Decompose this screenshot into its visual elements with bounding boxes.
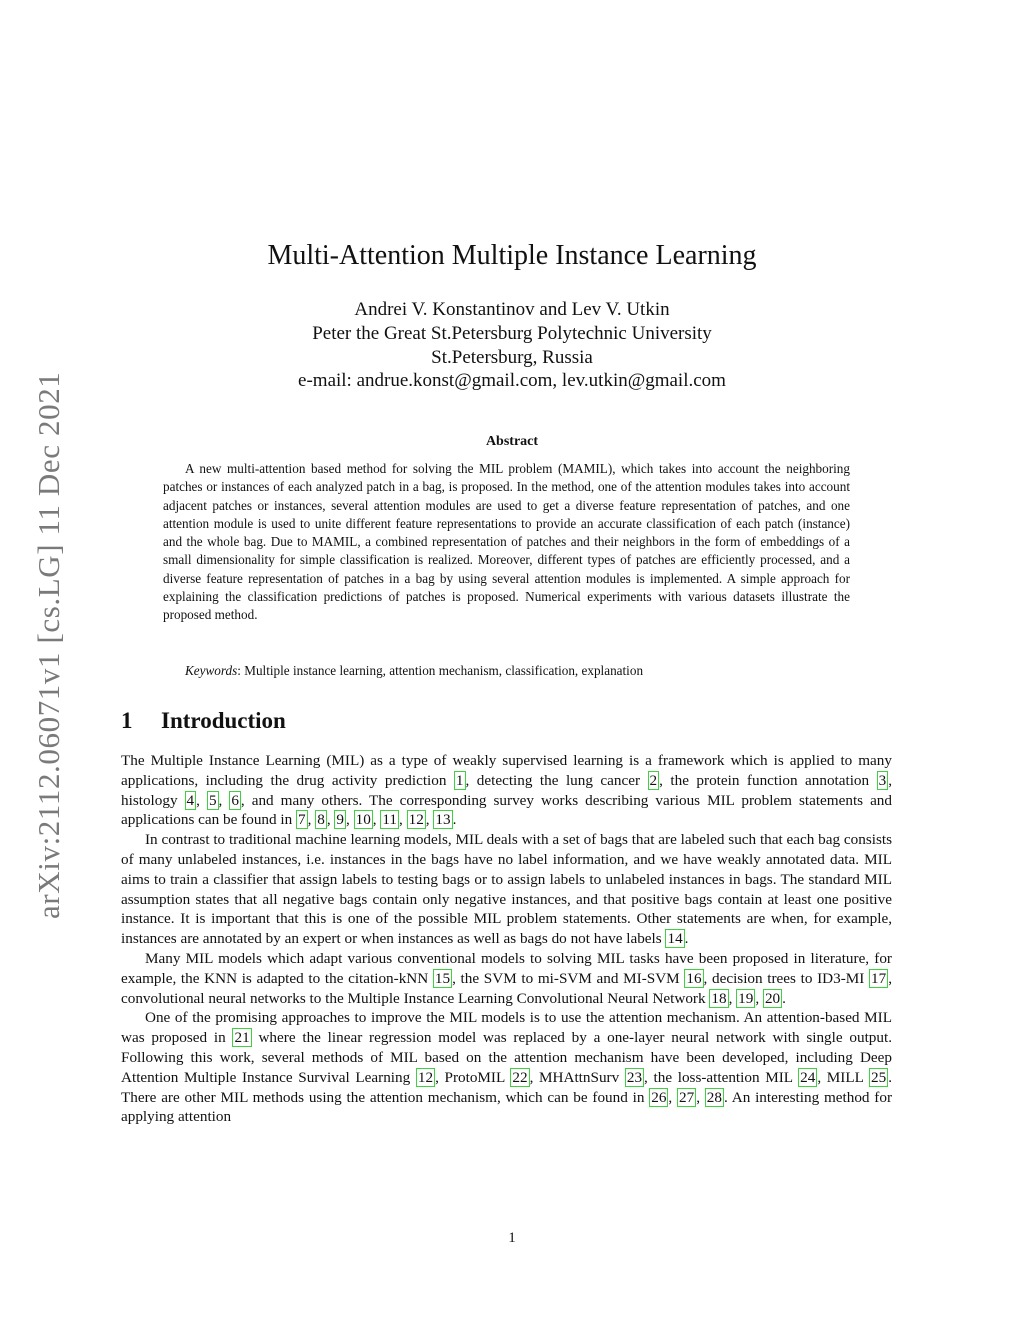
citation-link[interactable]: 19 <box>738 989 754 1007</box>
citation-link[interactable]: 27 <box>679 1088 695 1106</box>
text-run: Many MIL models which adapt various conventional models to solving MIL tasks have been proposed in literature, for example, the KNN is adapted to the citation-kNN <box>121 949 892 987</box>
text-run: , convolutional neural networks to the Multiple Instance Learning Convolutional Neural Network <box>121 969 892 1007</box>
citation-link[interactable]: 21 <box>234 1029 250 1047</box>
citation-link[interactable]: 14 <box>667 930 683 948</box>
citation-link[interactable]: 18 <box>711 989 727 1007</box>
text-run: , ProtoMIL <box>435 1068 511 1086</box>
citation-link[interactable]: 16 <box>686 969 702 987</box>
citation-link[interactable]: 5 <box>208 791 217 809</box>
citation-link[interactable]: 13 <box>435 811 451 829</box>
text-run: , MHAttnSurv <box>529 1068 625 1086</box>
body-paragraph <box>121 949 892 1008</box>
text-run: , <box>399 811 407 829</box>
text-run: , MILL <box>817 1068 870 1086</box>
text-run: , detecting the lung cancer <box>465 771 648 789</box>
section-number: 1 <box>121 708 133 733</box>
citation-link[interactable]: 9 <box>336 811 344 829</box>
abstract-heading: Abstract <box>485 434 539 449</box>
text-run: , <box>326 811 335 829</box>
text-run: , the protein function annotation <box>659 771 877 789</box>
citation-link[interactable]: 15 <box>434 969 451 987</box>
text-run: , the loss-attention MIL <box>644 1068 799 1086</box>
keywords-line <box>163 662 850 680</box>
text-run: . <box>684 930 689 948</box>
citation-link[interactable]: 20 <box>764 989 781 1007</box>
citation-link[interactable]: 17 <box>871 969 887 987</box>
text-run: , and many others. The corresponding survey works describing various MIL problem statements and applications can be found in <box>121 791 892 829</box>
citation-link[interactable]: 25 <box>871 1068 887 1086</box>
text-run: , histology <box>121 771 892 809</box>
text-run: One of the promising approaches to improve the MIL models is to use the attention mechanism. An attention-based MIL was proposed in <box>121 1009 892 1047</box>
citation-link[interactable]: 7 <box>298 811 306 829</box>
arxiv-identifier: arXiv:2112.06071v1 [cs.LG] 11 Dec 2021 <box>31 371 66 919</box>
citation-link[interactable]: 11 <box>382 811 397 829</box>
body-paragraph <box>121 830 892 949</box>
citation-link[interactable]: 10 <box>355 811 371 829</box>
email: e-mail: andrue.konst@gmail.com, lev.utkin@gmail.com <box>298 370 726 391</box>
affiliation: Peter the Great St.Petersburg Polytechnic University <box>312 323 712 344</box>
text-run: , <box>307 811 316 829</box>
text-run: where the linear regression model was replaced by a one-layer neural network with single output. Following this work, several methods of MIL based on the attention mechanism have been developed, including Deep Attention Multiple Instance Survival Learning <box>121 1029 892 1086</box>
text-run: , the SVM to mi-SVM and MI-SVM <box>452 969 685 987</box>
citation-link[interactable]: 1 <box>455 771 464 789</box>
citation-link[interactable]: 28 <box>706 1088 722 1106</box>
authors: Andrei V. Konstantinov and Lev V. Utkin <box>354 299 670 320</box>
body-paragraph <box>121 1008 892 1127</box>
section-title: Introduction <box>161 708 286 733</box>
citation-link[interactable]: 3 <box>878 771 887 789</box>
introduction-body <box>121 751 892 1127</box>
citation-link[interactable]: 4 <box>186 791 195 809</box>
citation-link[interactable]: 26 <box>651 1088 667 1106</box>
text-run: In contrast to traditional machine learning models, MIL deals with a set of bags that are labeled such that each bag consists of many unlabeled instances, i.e. instances in the bags have no label information, and we have weakly annotated data. MIL aims to train a classifier that assign labels to testing bags or to assign labels to unlabeled instances in bags. The standard MIL assumption states that all negative bags contain only negative instances, and that positive bags contain at least one positive instance. It is important that this is one of the possible MIL problem statements. Other statements are when, for example, instances are annotated by an expert or when instances as well as bags do not have labels <box>121 831 892 948</box>
text-run: , <box>728 989 737 1007</box>
page-number: 1 <box>508 1230 516 1246</box>
text-run: , <box>755 989 763 1007</box>
text-run: The Multiple Instance Learning (MIL) as a type of weakly supervised learning is a framework which is applied to many applications, including the drug activity prediction <box>121 752 892 789</box>
citation-link[interactable]: 8 <box>317 811 325 829</box>
abstract-text: A new multi-attention based method for solving the MIL problem (MAMIL), which takes into account the neighboring patches or instances of each analyzed patch in a bag, is proposed. In the method, one of the attention modules takes into account adjacent patches or instances, several attention modules are used to get a diverse feature representation of patches, and one attention module is used to unite different feature representations to provide an accurate classification of each patch (instance) and the whole bag. Due to MAMIL, a combined representation of patches and their neighbors in the form of embeddings of a small dimensionality for simple classification is realized. Moreover, different types of patches are efficiently processed, and a diverse feature representation of patches in a bag by using several attention modules is implemented. A simple approach for explaining the classification predictions of patches is proposed. Numerical experiments with various datasets illustrate the proposed method. <box>163 461 850 623</box>
text-run: . <box>782 989 786 1007</box>
text-run: , decision trees to ID3-MI <box>703 969 870 987</box>
text-run: , <box>372 811 381 829</box>
citation-link[interactable]: 12 <box>417 1068 434 1086</box>
body-paragraph <box>121 751 892 830</box>
keywords-label: Keywords <box>185 663 238 678</box>
text-run: , <box>218 791 230 809</box>
text-run: , <box>346 811 354 829</box>
text-run: . There are other MIL methods using the attention mechanism, which can be found in <box>121 1068 892 1106</box>
keywords-text: : Multiple instance learning, attention mechanism, classification, explanation <box>237 663 644 678</box>
citation-link[interactable]: 2 <box>649 771 658 789</box>
text-run: , <box>196 791 207 809</box>
citation-link[interactable]: 24 <box>800 1068 816 1086</box>
citation-link[interactable]: 6 <box>231 791 239 809</box>
text-run: . <box>452 811 457 829</box>
text-run: , <box>425 811 434 829</box>
citation-link[interactable]: 12 <box>408 811 424 829</box>
paper-title: Multi-Attention Multiple Instance Learning <box>267 240 757 271</box>
text-run: . An interesting method for applying attention <box>121 1088 893 1126</box>
text-run: , <box>696 1088 705 1106</box>
section-heading <box>121 708 286 734</box>
location: St.Petersburg, Russia <box>431 347 593 368</box>
citation-link[interactable]: 22 <box>512 1068 528 1086</box>
text-run: , <box>668 1088 678 1106</box>
citation-link[interactable]: 23 <box>626 1068 643 1086</box>
